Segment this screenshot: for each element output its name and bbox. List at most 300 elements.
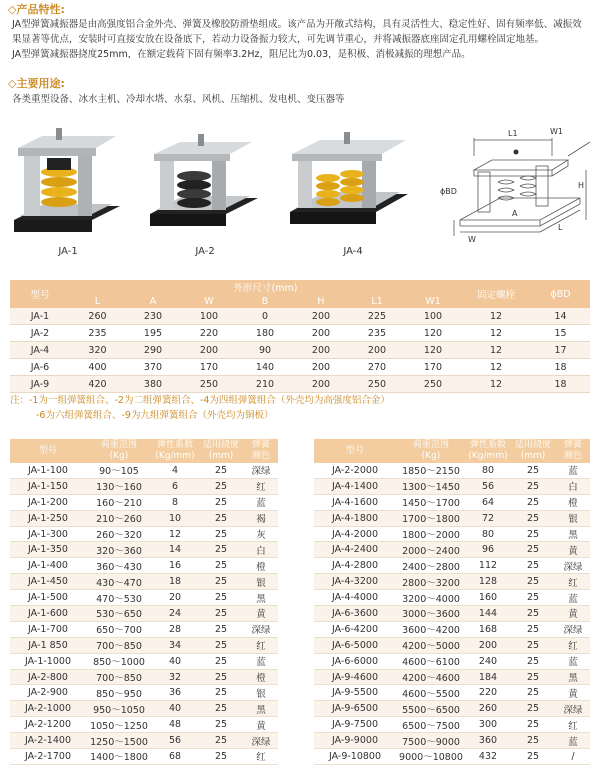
load-right-cell: 4600～6100 bbox=[396, 653, 466, 669]
load-right-cell: 4200～5000 bbox=[396, 637, 466, 653]
load-left-cell: 6 bbox=[152, 478, 198, 494]
spec-table-cell: 210 bbox=[237, 376, 293, 393]
load-right-cell: 144 bbox=[466, 606, 510, 622]
load-left-cell: JA-2-1400 bbox=[10, 733, 86, 749]
spec-table bbox=[10, 280, 590, 393]
load-left-cell: 红 bbox=[244, 749, 278, 765]
load-left-cell: 25 bbox=[198, 685, 244, 701]
load-right-cell: JA-6-3600 bbox=[314, 606, 396, 622]
load-left-cell: 210～260 bbox=[86, 510, 152, 526]
load-left-cell: 深绿 bbox=[244, 463, 278, 478]
load-left-cell: JA-1 850 bbox=[10, 637, 86, 653]
load-left-cell: JA-1-700 bbox=[10, 621, 86, 637]
load-left-row bbox=[10, 701, 278, 717]
spec-table-body bbox=[10, 308, 590, 393]
load-left-row bbox=[10, 494, 278, 510]
load-left-cell: 25 bbox=[198, 653, 244, 669]
load-right-row bbox=[314, 701, 590, 717]
load-left-cell: 25 bbox=[198, 463, 244, 478]
load-left-cell: 530～650 bbox=[86, 606, 152, 622]
usage-heading: ◇主要用途: bbox=[8, 77, 65, 90]
load-right-header-model: 型号 bbox=[314, 439, 396, 463]
load-right-cell: 300 bbox=[466, 717, 510, 733]
load-right-cell: 432 bbox=[466, 749, 510, 765]
load-right-header-color: 弹簧 颜色 bbox=[556, 439, 590, 463]
load-left-cell: 430～470 bbox=[86, 574, 152, 590]
load-right-cell: 80 bbox=[466, 463, 510, 478]
load-right-cell: 72 bbox=[466, 510, 510, 526]
load-right-cell: 3200～4000 bbox=[396, 590, 466, 606]
load-left-cell: 黑 bbox=[244, 590, 278, 606]
load-left-cell: JA-1-600 bbox=[10, 606, 86, 622]
load-left-cell: JA-1-250 bbox=[10, 510, 86, 526]
load-left-cell: 650～700 bbox=[86, 621, 152, 637]
load-right-cell: 2800～3200 bbox=[396, 574, 466, 590]
load-left-cell: 160～210 bbox=[86, 494, 152, 510]
load-left-row bbox=[10, 526, 278, 542]
load-right-cell: 25 bbox=[510, 749, 556, 765]
load-table-right bbox=[314, 439, 590, 765]
load-right-cell: JA-4-4000 bbox=[314, 590, 396, 606]
load-left-cell: 25 bbox=[198, 606, 244, 622]
spec-table-cell: 180 bbox=[237, 325, 293, 342]
product-caption-ja-2: JA-2 bbox=[195, 246, 215, 257]
spec-table-cell: 230 bbox=[125, 308, 181, 325]
load-right-cell: 蓝 bbox=[556, 463, 590, 478]
load-right-row bbox=[314, 574, 590, 590]
load-right-cell: 黑 bbox=[556, 669, 590, 685]
load-right-row bbox=[314, 653, 590, 669]
spec-table-row bbox=[10, 376, 590, 393]
load-right-cell: 160 bbox=[466, 590, 510, 606]
note-line-1: 注：-1为一组弹簧组合、-2为二组弹簧组合、-4为四组弹簧组合（外壳均为高强度铝合金） bbox=[10, 395, 390, 406]
load-left-cell: 16 bbox=[152, 558, 198, 574]
spec-table-cell: 90 bbox=[237, 342, 293, 359]
spec-table-cell: 15 bbox=[531, 325, 590, 342]
load-left-cell: 灰 bbox=[244, 526, 278, 542]
features-line-2: 果显著等优点，安装时可直接安放在设备底下，若动力设备振力较大，可先调节重心，并将减振器底座固定孔用螺栓固定地基。 bbox=[12, 34, 545, 45]
load-left-cell: 56 bbox=[152, 733, 198, 749]
load-left-cell: 20 bbox=[152, 590, 198, 606]
product-caption-ja-4: JA-4 bbox=[343, 246, 363, 257]
load-right-cell: 25 bbox=[510, 574, 556, 590]
spec-table-cell: 200 bbox=[293, 359, 349, 376]
load-right-cell: 3600～4200 bbox=[396, 621, 466, 637]
load-right-row bbox=[314, 494, 590, 510]
load-left-cell: 700～850 bbox=[86, 637, 152, 653]
spec-table-cell: 12 bbox=[461, 342, 531, 359]
load-left-cell: 950～1050 bbox=[86, 701, 152, 717]
load-right-cell: JA-2-2000 bbox=[314, 463, 396, 478]
spec-table-cell: 12 bbox=[461, 359, 531, 376]
load-right-cell: 5500～6500 bbox=[396, 701, 466, 717]
load-left-cell: 25 bbox=[198, 733, 244, 749]
diagram-label-w: W bbox=[468, 235, 476, 244]
load-right-cell: JA-9-5500 bbox=[314, 685, 396, 701]
load-right-cell: 25 bbox=[510, 717, 556, 733]
spec-table-cell: 320 bbox=[70, 342, 125, 359]
load-left-cell: 8 bbox=[152, 494, 198, 510]
spec-header-l: L bbox=[70, 294, 125, 308]
load-right-cell: 4200～4600 bbox=[396, 669, 466, 685]
spec-table-cell: 200 bbox=[181, 342, 237, 359]
load-right-cell: 黄 bbox=[556, 685, 590, 701]
spec-table-cell: JA-4 bbox=[10, 342, 70, 359]
spec-table-cell: 12 bbox=[461, 308, 531, 325]
load-left-cell: 25 bbox=[198, 526, 244, 542]
load-left-cell: 深绿 bbox=[244, 621, 278, 637]
spec-header-bolt: 固定螺栓 bbox=[461, 280, 531, 308]
load-left-cell: 36 bbox=[152, 685, 198, 701]
load-right-cell: 64 bbox=[466, 494, 510, 510]
load-right-cell: 7500～9000 bbox=[396, 733, 466, 749]
product-caption-ja-1: JA-1 bbox=[58, 246, 78, 257]
diagram-label-l1: L1 bbox=[508, 129, 518, 138]
load-right-cell: 1450～1700 bbox=[396, 494, 466, 510]
spec-table-cell: 17 bbox=[531, 342, 590, 359]
load-left-cell: 橙 bbox=[244, 669, 278, 685]
load-left-cell: 褐 bbox=[244, 510, 278, 526]
load-right-cell: 56 bbox=[466, 478, 510, 494]
features-text bbox=[12, 17, 590, 62]
load-left-cell: JA-1-150 bbox=[10, 478, 86, 494]
load-right-cell: JA-4-3200 bbox=[314, 574, 396, 590]
load-left-cell: 黄 bbox=[244, 606, 278, 622]
features-line-1: JA型弹簧减振器是由高强度铝合金外壳、弹簧及橡胶防滑垫组成。该产品为开敞式结构，具有灵活性大、稳定性好、固有频率低、减振效 bbox=[12, 19, 582, 30]
spec-table-cell: 220 bbox=[181, 325, 237, 342]
load-right-cell: 深绿 bbox=[556, 558, 590, 574]
spec-table-cell: 235 bbox=[70, 325, 125, 342]
diagram-label-w1: W1 bbox=[550, 127, 563, 136]
load-left-cell: 黄 bbox=[244, 717, 278, 733]
spec-table-cell: 290 bbox=[125, 342, 181, 359]
load-right-cell: 3000～3600 bbox=[396, 606, 466, 622]
diagram-label-bd: ϕBD bbox=[440, 187, 457, 196]
load-right-cell: 25 bbox=[510, 494, 556, 510]
load-right-cell: 1300～1450 bbox=[396, 478, 466, 494]
load-left-cell: 40 bbox=[152, 653, 198, 669]
load-left-cell: 红 bbox=[244, 637, 278, 653]
spec-table-cell: 260 bbox=[70, 308, 125, 325]
spec-table-cell: 100 bbox=[405, 308, 461, 325]
spec-table-cell: 370 bbox=[125, 359, 181, 376]
spec-table-cell: JA-2 bbox=[10, 325, 70, 342]
note-line-2: -6为六组弹簧组合、-9为九组弹簧组合（外壳均为铜板） bbox=[36, 410, 274, 421]
spec-header-dims: 外形尺寸(mm) bbox=[70, 280, 461, 294]
load-left-header-k: 弹性系数 (Kg/mm) bbox=[152, 439, 198, 463]
load-left-cell: JA-2-1700 bbox=[10, 749, 86, 765]
spec-table-cell: 200 bbox=[349, 342, 405, 359]
load-right-row bbox=[314, 478, 590, 494]
load-right-row bbox=[314, 463, 590, 478]
load-right-cell: 168 bbox=[466, 621, 510, 637]
diagram-label-h: H bbox=[578, 181, 585, 190]
load-left-cell: 260～320 bbox=[86, 526, 152, 542]
spec-table-cell: 120 bbox=[405, 325, 461, 342]
load-right-header-range: 荷重范围 (Kg) bbox=[396, 439, 466, 463]
load-left-cell: 25 bbox=[198, 574, 244, 590]
spec-table-cell: 250 bbox=[181, 376, 237, 393]
load-left-row bbox=[10, 717, 278, 733]
load-left-cell: 320～360 bbox=[86, 542, 152, 558]
spec-header-h: H bbox=[293, 294, 349, 308]
load-left-cell: 25 bbox=[198, 478, 244, 494]
load-right-cell: 128 bbox=[466, 574, 510, 590]
load-right-cell: JA-6-6000 bbox=[314, 653, 396, 669]
spec-table-cell: 12 bbox=[461, 325, 531, 342]
usage-text: 各类重型设备、冰水主机、冷却水塔、水泵、风机、压缩机、发电机、变压器等 bbox=[12, 94, 345, 105]
load-left-cell: 橙 bbox=[244, 558, 278, 574]
load-left-cell: 25 bbox=[198, 717, 244, 733]
load-right-cell: 25 bbox=[510, 685, 556, 701]
load-right-cell: 红 bbox=[556, 574, 590, 590]
load-left-row bbox=[10, 574, 278, 590]
diagram-label-a: A bbox=[512, 209, 518, 218]
load-left-row bbox=[10, 558, 278, 574]
load-left-cell: 25 bbox=[198, 494, 244, 510]
load-right-cell: 25 bbox=[510, 526, 556, 542]
load-left-cell: JA-1-1000 bbox=[10, 653, 86, 669]
spec-table-cell: 120 bbox=[405, 342, 461, 359]
load-left-cell: JA-2-1200 bbox=[10, 717, 86, 733]
load-left-cell: 68 bbox=[152, 749, 198, 765]
load-right-row bbox=[314, 558, 590, 574]
load-left-cell: 25 bbox=[198, 590, 244, 606]
load-right-row bbox=[314, 526, 590, 542]
product-image-ja-1 bbox=[12, 120, 122, 245]
load-left-cell: JA-1-200 bbox=[10, 494, 86, 510]
load-right-cell: JA-9-9000 bbox=[314, 733, 396, 749]
load-left-cell: 1400～1800 bbox=[86, 749, 152, 765]
load-left-cell: 25 bbox=[198, 510, 244, 526]
load-left-cell: 25 bbox=[198, 749, 244, 765]
spec-table-cell: 195 bbox=[125, 325, 181, 342]
load-right-cell: 6500～7500 bbox=[396, 717, 466, 733]
load-left-row bbox=[10, 478, 278, 494]
spec-header-l1: L1 bbox=[349, 294, 405, 308]
load-right-cell: JA-9-6500 bbox=[314, 701, 396, 717]
load-right-cell: 25 bbox=[510, 590, 556, 606]
load-left-row bbox=[10, 637, 278, 653]
load-right-cell: 蓝 bbox=[556, 733, 590, 749]
load-left-cell: 25 bbox=[198, 669, 244, 685]
load-left-cell: 130～160 bbox=[86, 478, 152, 494]
load-right-cell: JA-4-2800 bbox=[314, 558, 396, 574]
load-right-cell: 240 bbox=[466, 653, 510, 669]
load-right-row bbox=[314, 749, 590, 765]
load-left-cell: JA-2-900 bbox=[10, 685, 86, 701]
load-right-cell: JA-4-1800 bbox=[314, 510, 396, 526]
spec-table-cell: 270 bbox=[349, 359, 405, 376]
load-left-row bbox=[10, 606, 278, 622]
load-right-cell: 2000～2400 bbox=[396, 542, 466, 558]
load-right-row bbox=[314, 669, 590, 685]
load-right-cell: 260 bbox=[466, 701, 510, 717]
load-right-cell: 2400～2800 bbox=[396, 558, 466, 574]
spec-header-w: W bbox=[181, 294, 237, 308]
load-right-row bbox=[314, 733, 590, 749]
spec-table-cell: 225 bbox=[349, 308, 405, 325]
spec-table-cell: 380 bbox=[125, 376, 181, 393]
load-right-cell: / bbox=[556, 749, 590, 765]
spec-table-row bbox=[10, 325, 590, 342]
load-right-cell: 200 bbox=[466, 637, 510, 653]
load-right-cell: JA-4-1400 bbox=[314, 478, 396, 494]
load-right-cell: 黑 bbox=[556, 526, 590, 542]
load-left-row bbox=[10, 669, 278, 685]
load-left-cell: 90～105 bbox=[86, 463, 152, 478]
load-left-cell: 黑 bbox=[244, 701, 278, 717]
load-right-cell: 25 bbox=[510, 606, 556, 622]
load-left-cell: 25 bbox=[198, 637, 244, 653]
load-left-cell: 360～430 bbox=[86, 558, 152, 574]
load-left-cell: 蓝 bbox=[244, 494, 278, 510]
load-right-cell: 25 bbox=[510, 510, 556, 526]
spec-table-cell: 200 bbox=[293, 342, 349, 359]
spec-table-cell: JA-9 bbox=[10, 376, 70, 393]
load-left-cell: 银 bbox=[244, 685, 278, 701]
spec-table-cell: 200 bbox=[293, 376, 349, 393]
load-right-cell: 25 bbox=[510, 621, 556, 637]
spec-table-row bbox=[10, 342, 590, 359]
load-right-cell: JA-4-1600 bbox=[314, 494, 396, 510]
load-right-cell: 红 bbox=[556, 637, 590, 653]
load-right-cell: 184 bbox=[466, 669, 510, 685]
load-right-cell: 深绿 bbox=[556, 701, 590, 717]
load-left-cell: 14 bbox=[152, 542, 198, 558]
load-left-cell: 850～950 bbox=[86, 685, 152, 701]
load-left-cell: 32 bbox=[152, 669, 198, 685]
load-right-cell: JA-6-4200 bbox=[314, 621, 396, 637]
spec-header-a: A bbox=[125, 294, 181, 308]
load-right-cell: JA-6-5000 bbox=[314, 637, 396, 653]
load-left-cell: 25 bbox=[198, 701, 244, 717]
load-right-row bbox=[314, 590, 590, 606]
spec-table-cell: 250 bbox=[349, 376, 405, 393]
load-left-cell: 48 bbox=[152, 717, 198, 733]
load-right-row bbox=[314, 621, 590, 637]
spec-header-w1: W1 bbox=[405, 294, 461, 308]
load-left-cell: 25 bbox=[198, 542, 244, 558]
product-image-ja-2 bbox=[150, 128, 260, 240]
load-left-header-color: 弹簧 颜色 bbox=[244, 439, 278, 463]
load-right-cell: 1700～1800 bbox=[396, 510, 466, 526]
spec-table-cell: 250 bbox=[405, 376, 461, 393]
load-right-cell: 25 bbox=[510, 669, 556, 685]
load-left-cell: 28 bbox=[152, 621, 198, 637]
spec-table-cell: 400 bbox=[70, 359, 125, 376]
load-right-cell: JA-4-2000 bbox=[314, 526, 396, 542]
load-left-row bbox=[10, 463, 278, 478]
spec-table-cell: 0 bbox=[237, 308, 293, 325]
load-right-cell: 220 bbox=[466, 685, 510, 701]
load-right-row bbox=[314, 637, 590, 653]
load-left-header-defl: 适用挠度 (mm) bbox=[198, 439, 244, 463]
load-right-cell: 橙 bbox=[556, 494, 590, 510]
spec-table-cell: 18 bbox=[531, 376, 590, 393]
load-left-header-model: 型号 bbox=[10, 439, 86, 463]
load-left-row bbox=[10, 621, 278, 637]
load-left-cell: JA-1-100 bbox=[10, 463, 86, 478]
load-left-cell: 40 bbox=[152, 701, 198, 717]
dimension-diagram bbox=[440, 120, 595, 250]
spec-header-model: 型号 bbox=[10, 280, 70, 308]
load-left-cell: 白 bbox=[244, 542, 278, 558]
load-right-cell: 25 bbox=[510, 637, 556, 653]
diagram-label-l: L bbox=[558, 223, 563, 232]
load-table-left bbox=[10, 439, 278, 765]
load-right-cell: 360 bbox=[466, 733, 510, 749]
spring-ja-2 bbox=[177, 171, 211, 208]
load-right-cell: JA-9-10800 bbox=[314, 749, 396, 765]
load-right-cell: 黄 bbox=[556, 606, 590, 622]
load-right-cell: 80 bbox=[466, 526, 510, 542]
load-right-cell: 蓝 bbox=[556, 653, 590, 669]
load-right-cell: 25 bbox=[510, 463, 556, 478]
load-left-row bbox=[10, 733, 278, 749]
load-right-cell: 25 bbox=[510, 558, 556, 574]
load-left-row bbox=[10, 590, 278, 606]
load-right-cell: JA-9-4600 bbox=[314, 669, 396, 685]
load-right-row bbox=[314, 510, 590, 526]
load-left-cell: 4 bbox=[152, 463, 198, 478]
spec-table-cell: 140 bbox=[237, 359, 293, 376]
spec-table-cell: 100 bbox=[181, 308, 237, 325]
load-table-left-body bbox=[10, 463, 278, 764]
spec-table-cell: 12 bbox=[461, 376, 531, 393]
spec-table-cell: 14 bbox=[531, 308, 590, 325]
load-left-row bbox=[10, 542, 278, 558]
load-right-cell: 25 bbox=[510, 542, 556, 558]
spec-table-cell: 18 bbox=[531, 359, 590, 376]
load-right-cell: 蓝 bbox=[556, 590, 590, 606]
load-left-cell: JA-1-450 bbox=[10, 574, 86, 590]
product-image-ja-4 bbox=[290, 128, 410, 238]
load-right-header-defl: 适用挠度 (mm) bbox=[510, 439, 556, 463]
load-right-row bbox=[314, 542, 590, 558]
load-right-cell: JA-4-2400 bbox=[314, 542, 396, 558]
load-left-cell: 深绿 bbox=[244, 733, 278, 749]
features-line-3: JA型弹簧减振器挠度25mm，在额定载荷下固有频率3.2Hz，阻尼比为0.03，是积极、消极减振的理想产品。 bbox=[12, 49, 471, 60]
load-left-cell: 银 bbox=[244, 574, 278, 590]
spec-table-cell: 170 bbox=[181, 359, 237, 376]
load-right-cell: 白 bbox=[556, 478, 590, 494]
spec-table-row bbox=[10, 359, 590, 376]
load-right-cell: 9000～10800 bbox=[396, 749, 466, 765]
load-left-cell: 25 bbox=[198, 621, 244, 637]
load-left-header-range: 荷重范围 (Kg) bbox=[86, 439, 152, 463]
load-left-cell: JA-2-1000 bbox=[10, 701, 86, 717]
load-left-cell: JA-1-350 bbox=[10, 542, 86, 558]
load-left-row bbox=[10, 510, 278, 526]
load-right-cell: JA-9-7500 bbox=[314, 717, 396, 733]
load-left-cell: 红 bbox=[244, 478, 278, 494]
load-right-row bbox=[314, 606, 590, 622]
load-right-cell: 112 bbox=[466, 558, 510, 574]
spec-table-cell: 235 bbox=[349, 325, 405, 342]
spring-ja-1 bbox=[41, 158, 77, 207]
spec-table-cell: 420 bbox=[70, 376, 125, 393]
load-left-cell: 34 bbox=[152, 637, 198, 653]
load-left-cell: JA-1-400 bbox=[10, 558, 86, 574]
load-right-cell: 4600～5500 bbox=[396, 685, 466, 701]
spec-table-cell: JA-1 bbox=[10, 308, 70, 325]
load-left-cell: 850～1000 bbox=[86, 653, 152, 669]
load-right-cell: 1800～2000 bbox=[396, 526, 466, 542]
load-right-cell: 红 bbox=[556, 717, 590, 733]
load-left-cell: 24 bbox=[152, 606, 198, 622]
load-left-row bbox=[10, 685, 278, 701]
